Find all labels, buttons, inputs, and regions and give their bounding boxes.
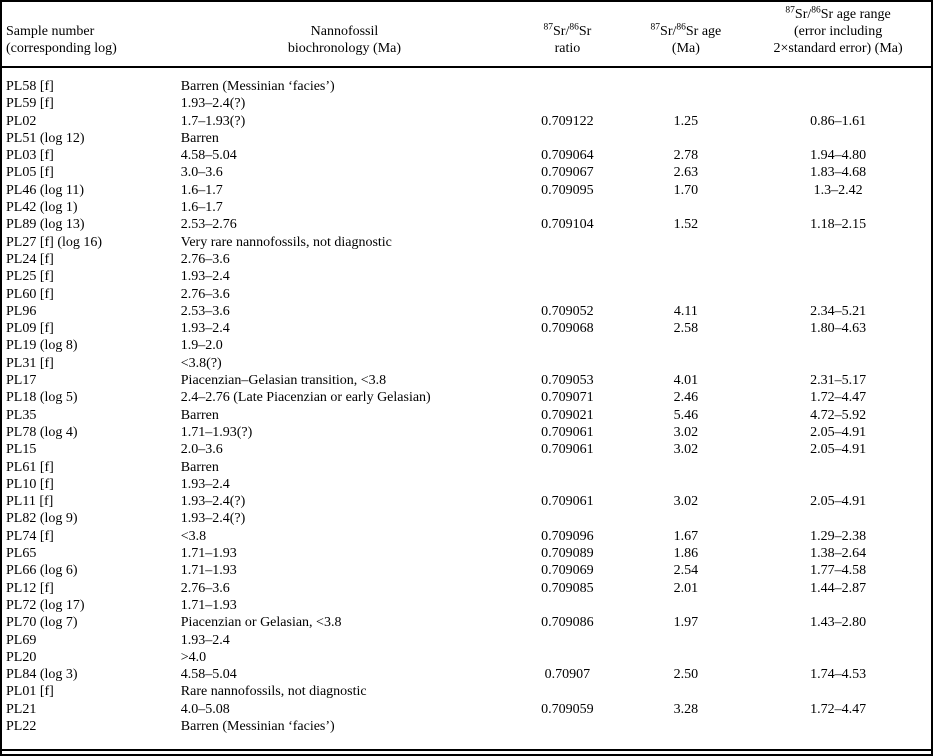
cell-sr-ratio: 0.709059 bbox=[541, 701, 594, 717]
cell-sr-ratio bbox=[508, 268, 627, 285]
cell-sr-age: 2.01 bbox=[673, 580, 699, 596]
cell-biochronology: 4.0–5.08 bbox=[180, 701, 230, 717]
cell-sample-number: PL58 [f] bbox=[6, 79, 54, 94]
cell-biochronology: Rare nannofossils, not diagnostic bbox=[180, 684, 367, 700]
cell-sr-ratio: 0.709096 bbox=[541, 528, 594, 544]
cell-biochronology: 1.93–2.4 bbox=[180, 269, 230, 285]
cell-sr-age bbox=[627, 476, 746, 493]
table-row bbox=[2, 459, 931, 476]
cell-sr-ratio: 0.709067 bbox=[541, 165, 594, 181]
table-row bbox=[2, 493, 931, 510]
cell-sr-age: 1.67 bbox=[673, 528, 699, 544]
cell-sample-number: PL18 (log 5) bbox=[6, 390, 78, 406]
cell-sr-age bbox=[627, 459, 746, 476]
cell-sample-number: PL27 [f] (log 16) bbox=[6, 234, 103, 250]
cell-biochronology: 1.93–2.4 bbox=[180, 321, 230, 337]
cell-sr-ratio: 0.709061 bbox=[541, 424, 594, 440]
cell-biochronology: 1.93–2.4(?) bbox=[180, 494, 246, 510]
cell-sr-age-range: 1.43–2.80 bbox=[810, 615, 867, 631]
cell-sr-ratio bbox=[508, 510, 627, 527]
cell-sample-number: PL22 bbox=[6, 718, 37, 734]
cell-sr-age-range bbox=[745, 597, 931, 614]
table-row bbox=[2, 216, 931, 233]
isotope-superscript: 87 bbox=[543, 22, 554, 33]
cell-sample-number: PL96 bbox=[6, 303, 37, 319]
table-row bbox=[2, 234, 931, 251]
cell-biochronology: Barren bbox=[180, 459, 219, 475]
table-row bbox=[2, 355, 931, 372]
cell-biochronology: 1.71–1.93 bbox=[180, 597, 237, 613]
table-row bbox=[2, 562, 931, 579]
cell-sample-number: PL66 (log 6) bbox=[6, 563, 78, 579]
cell-sr-ratio: 0.709069 bbox=[541, 563, 594, 579]
cell-sr-ratio bbox=[508, 130, 627, 147]
cell-sr-age-range bbox=[745, 67, 931, 95]
cell-sr-age-range: 1.77–4.58 bbox=[810, 563, 867, 579]
cell-sr-age-range bbox=[745, 632, 931, 649]
header-sr-ratio bbox=[508, 2, 627, 67]
cell-sr-age: 3.02 bbox=[673, 494, 699, 510]
header-line: 2×standard error) (Ma) bbox=[773, 41, 903, 56]
cell-sample-number: PL82 (log 9) bbox=[6, 511, 78, 527]
table-row bbox=[2, 528, 931, 545]
table-row bbox=[2, 545, 931, 562]
cell-sr-age-range bbox=[745, 510, 931, 527]
table-row bbox=[2, 113, 931, 130]
cell-sample-number: PL11 [f] bbox=[6, 494, 54, 510]
cell-sr-age: 3.28 bbox=[673, 701, 699, 717]
cell-sample-number: PL72 (log 17) bbox=[6, 597, 85, 613]
cell-sample-number: PL42 (log 1) bbox=[6, 200, 78, 216]
header-sr-age-range bbox=[745, 2, 931, 67]
table-row bbox=[2, 407, 931, 424]
cell-sr-ratio: 0.709104 bbox=[541, 217, 594, 233]
cell-sr-age-range bbox=[745, 251, 931, 268]
cell-sr-age: 2.58 bbox=[673, 321, 699, 337]
cell-sr-age-range bbox=[745, 268, 931, 285]
cell-sr-age: 2.63 bbox=[673, 165, 699, 181]
cell-biochronology: 3.0–3.6 bbox=[180, 165, 223, 181]
cell-sr-age-range bbox=[745, 476, 931, 493]
cell-sr-age: 1.52 bbox=[673, 217, 699, 233]
cell-sr-age bbox=[627, 67, 746, 95]
cell-sr-age-range: 1.3–2.42 bbox=[813, 182, 863, 198]
cell-sample-number: PL46 (log 11) bbox=[6, 182, 85, 198]
cell-sr-age bbox=[627, 337, 746, 354]
cell-sr-age: 1.25 bbox=[673, 113, 699, 129]
cell-biochronology: 2.0–3.6 bbox=[180, 442, 223, 458]
cell-sr-ratio: 0.709053 bbox=[541, 373, 594, 389]
cell-sr-ratio: 0.709095 bbox=[541, 182, 594, 198]
table-row bbox=[2, 597, 931, 614]
cell-sample-number: PL19 (log 8) bbox=[6, 338, 78, 354]
cell-sr-age bbox=[627, 130, 746, 147]
cell-sr-ratio bbox=[508, 459, 627, 476]
cell-sr-ratio bbox=[508, 718, 627, 735]
cell-sr-ratio bbox=[508, 632, 627, 649]
cell-biochronology: 1.93–2.4(?) bbox=[180, 96, 246, 112]
table-row bbox=[2, 337, 931, 354]
cell-sr-age: 3.02 bbox=[673, 442, 699, 458]
table-header bbox=[2, 2, 931, 67]
cell-sr-ratio bbox=[508, 95, 627, 112]
cell-sample-number: PL20 bbox=[6, 649, 37, 665]
table-row bbox=[2, 441, 931, 458]
table-row bbox=[2, 580, 931, 597]
table-bottom-rule bbox=[2, 749, 931, 751]
header-line: $^{87}$Sr/$^{86}$Sr bbox=[543, 22, 592, 39]
cell-sample-number: PL69 bbox=[6, 632, 37, 648]
cell-sr-age bbox=[627, 95, 746, 112]
isotope-superscript: 86 bbox=[676, 22, 686, 33]
cell-sr-age-range: 2.05–4.91 bbox=[810, 494, 867, 510]
cell-sr-ratio: 0.709021 bbox=[541, 407, 594, 423]
cell-sample-number: PL03 [f] bbox=[6, 148, 54, 164]
cell-sr-age bbox=[627, 286, 746, 303]
header-sample-number bbox=[2, 2, 181, 67]
cell-sample-number: PL59 [f] bbox=[6, 96, 54, 112]
cell-biochronology: Barren (Messinian ‘facies’) bbox=[180, 79, 335, 94]
cell-sr-age-range bbox=[745, 95, 931, 112]
cell-biochronology: 1.71–1.93(?) bbox=[180, 424, 253, 440]
header-line: Nannofossil bbox=[310, 24, 379, 39]
cell-sr-ratio bbox=[508, 286, 627, 303]
cell-sample-number: PL12 [f] bbox=[6, 580, 54, 596]
cell-sr-ratio bbox=[508, 597, 627, 614]
cell-sr-age-range: 2.34–5.21 bbox=[810, 303, 867, 319]
isotope-superscript: 87 bbox=[650, 22, 661, 33]
cell-sr-ratio bbox=[508, 355, 627, 372]
cell-biochronology: 2.53–3.6 bbox=[180, 303, 230, 319]
cell-sr-ratio: 0.709052 bbox=[541, 303, 594, 319]
cell-biochronology: 2.76–3.6 bbox=[180, 580, 230, 596]
table-row bbox=[2, 320, 931, 337]
cell-sr-age bbox=[627, 718, 746, 735]
cell-sample-number: PL61 [f] bbox=[6, 459, 54, 475]
cell-sr-ratio: 0.709068 bbox=[541, 321, 594, 337]
cell-biochronology: 2.76–3.6 bbox=[180, 286, 230, 302]
header-row bbox=[2, 2, 931, 67]
cell-sr-ratio: 0.709064 bbox=[541, 148, 594, 164]
cell-sr-ratio: 0.709089 bbox=[541, 546, 594, 562]
cell-sr-age: 1.97 bbox=[673, 615, 699, 631]
table-row bbox=[2, 683, 931, 700]
header-line: (corresponding log) bbox=[6, 41, 117, 56]
cell-biochronology: <3.8 bbox=[180, 528, 207, 544]
cell-sr-ratio: 0.70907 bbox=[544, 667, 591, 683]
table-row bbox=[2, 147, 931, 164]
cell-sr-age bbox=[627, 355, 746, 372]
cell-sr-age: 2.50 bbox=[673, 667, 699, 683]
cell-sr-age-range bbox=[745, 337, 931, 354]
header-line: Sample number bbox=[6, 24, 95, 39]
cell-biochronology: 4.58–5.04 bbox=[180, 667, 237, 683]
cell-sr-age bbox=[627, 632, 746, 649]
cell-sr-age-range bbox=[745, 234, 931, 251]
table-row bbox=[2, 666, 931, 683]
cell-biochronology: 1.71–1.93 bbox=[180, 563, 237, 579]
table-row bbox=[2, 268, 931, 285]
cell-sample-number: PL65 bbox=[6, 546, 37, 562]
cell-sr-age-range: 4.72–5.92 bbox=[810, 407, 867, 423]
cell-sr-ratio bbox=[508, 649, 627, 666]
table-body bbox=[2, 67, 931, 735]
cell-sr-ratio bbox=[508, 683, 627, 700]
table-row bbox=[2, 649, 931, 666]
table-row bbox=[2, 199, 931, 216]
cell-sr-age-range bbox=[745, 286, 931, 303]
cell-sr-age-range: 1.94–4.80 bbox=[810, 148, 867, 164]
cell-sample-number: PL24 [f] bbox=[6, 251, 54, 267]
cell-sr-age-range bbox=[745, 718, 931, 735]
cell-sr-ratio: 0.709061 bbox=[541, 494, 594, 510]
cell-sample-number: PL21 bbox=[6, 701, 37, 717]
table-row bbox=[2, 303, 931, 320]
cell-sr-age-range: 2.31–5.17 bbox=[810, 373, 867, 389]
cell-biochronology: 4.58–5.04 bbox=[180, 148, 237, 164]
cell-sr-age: 4.01 bbox=[673, 373, 699, 389]
table-row bbox=[2, 130, 931, 147]
cell-sr-age-range: 1.74–4.53 bbox=[810, 667, 867, 683]
isotope-superscript: 86 bbox=[569, 22, 579, 33]
table-row bbox=[2, 251, 931, 268]
cell-sr-age-range bbox=[745, 355, 931, 372]
cell-sr-age bbox=[627, 268, 746, 285]
cell-biochronology: 1.71–1.93 bbox=[180, 546, 237, 562]
header-line: biochronology (Ma) bbox=[287, 41, 402, 56]
cell-sr-age bbox=[627, 251, 746, 268]
table-row bbox=[2, 372, 931, 389]
cell-sr-age bbox=[627, 199, 746, 216]
cell-sr-age-range: 1.29–2.38 bbox=[810, 528, 867, 544]
cell-sr-age bbox=[627, 234, 746, 251]
cell-sr-age: 4.11 bbox=[673, 303, 698, 319]
cell-sample-number: PL09 [f] bbox=[6, 321, 54, 337]
cell-sr-age-range bbox=[745, 130, 931, 147]
table-row bbox=[2, 95, 931, 112]
cell-sr-ratio bbox=[508, 476, 627, 493]
cell-sr-age-range: 0.86–1.61 bbox=[810, 113, 867, 129]
cell-sr-age-range: 1.18–2.15 bbox=[810, 217, 867, 233]
header-nannofossil-biochronology bbox=[181, 2, 508, 67]
cell-sample-number: PL70 (log 7) bbox=[6, 615, 78, 631]
cell-sr-age bbox=[627, 683, 746, 700]
cell-biochronology: 1.93–2.4 bbox=[180, 632, 230, 648]
table-row bbox=[2, 67, 931, 95]
header-sr-age bbox=[627, 2, 746, 67]
cell-sample-number: PL74 [f] bbox=[6, 528, 54, 544]
cell-sample-number: PL25 [f] bbox=[6, 269, 54, 285]
cell-sr-age: 5.46 bbox=[673, 407, 699, 423]
header-line: (Ma) bbox=[671, 41, 700, 56]
cell-biochronology: Piacenzian–Gelasian transition, <3.8 bbox=[180, 373, 387, 389]
isotope-superscript: 86 bbox=[811, 5, 821, 16]
table-row bbox=[2, 286, 931, 303]
header-line: (error including bbox=[793, 24, 883, 39]
cell-sample-number: PL02 bbox=[6, 113, 37, 129]
cell-sample-number: PL35 bbox=[6, 407, 37, 423]
table-row bbox=[2, 632, 931, 649]
cell-sr-age: 1.86 bbox=[673, 546, 699, 562]
cell-sr-age-range: 1.80–4.63 bbox=[810, 321, 867, 337]
cell-sr-age-range bbox=[745, 683, 931, 700]
cell-sample-number: PL31 [f] bbox=[6, 355, 54, 371]
cell-sr-age bbox=[627, 597, 746, 614]
cell-sr-age: 3.02 bbox=[673, 424, 699, 440]
cell-sr-ratio: 0.709061 bbox=[541, 442, 594, 458]
cell-sr-age-range: 1.38–2.64 bbox=[810, 546, 867, 562]
cell-sample-number: PL60 [f] bbox=[6, 286, 54, 302]
cell-sr-ratio: 0.709086 bbox=[541, 615, 594, 631]
cell-sample-number: PL51 (log 12) bbox=[6, 130, 85, 146]
table-row bbox=[2, 510, 931, 527]
cell-biochronology: 1.6–1.7 bbox=[180, 182, 223, 198]
cell-biochronology: 1.93–2.4(?) bbox=[180, 511, 246, 527]
table-row bbox=[2, 718, 931, 735]
cell-biochronology: 2.4–2.76 (Late Piacenzian or early Gelasian) bbox=[180, 390, 431, 406]
cell-biochronology: 1.9–2.0 bbox=[180, 338, 223, 354]
cell-sr-age: 2.46 bbox=[673, 390, 699, 406]
cell-sr-age-range: 2.05–4.91 bbox=[810, 442, 867, 458]
cell-sr-age-range: 1.72–4.47 bbox=[810, 701, 867, 717]
cell-sample-number: PL10 [f] bbox=[6, 476, 54, 492]
sr-isotope-table bbox=[2, 2, 931, 735]
cell-biochronology: Barren bbox=[180, 130, 219, 146]
cell-sr-age bbox=[627, 649, 746, 666]
cell-sr-age-range: 1.83–4.68 bbox=[810, 165, 867, 181]
cell-sr-age-range bbox=[745, 649, 931, 666]
cell-sr-ratio bbox=[508, 199, 627, 216]
header-line: $^{87}$Sr/$^{86}$Sr age bbox=[650, 22, 722, 39]
cell-biochronology: >4.0 bbox=[180, 649, 207, 665]
table-row bbox=[2, 182, 931, 199]
cell-sr-ratio: 0.709085 bbox=[541, 580, 594, 596]
cell-sample-number: PL05 [f] bbox=[6, 165, 54, 181]
cell-biochronology: 1.93–2.4 bbox=[180, 476, 230, 492]
header-line: $^{87}$Sr/$^{86}$Sr age range bbox=[785, 5, 891, 22]
cell-sr-age-range bbox=[745, 199, 931, 216]
cell-biochronology: Barren bbox=[180, 407, 219, 423]
cell-sr-age: 2.78 bbox=[673, 148, 699, 164]
cell-sample-number: PL15 bbox=[6, 442, 37, 458]
cell-sr-age-range: 2.05–4.91 bbox=[810, 424, 867, 440]
cell-sr-age-range: 1.44–2.87 bbox=[810, 580, 867, 596]
cell-biochronology: Very rare nannofossils, not diagnostic bbox=[180, 234, 392, 250]
cell-biochronology: 2.76–3.6 bbox=[180, 251, 230, 267]
cell-sample-number: PL84 (log 3) bbox=[6, 667, 78, 683]
table-row bbox=[2, 389, 931, 406]
cell-sr-age-range bbox=[745, 459, 931, 476]
cell-sr-ratio bbox=[508, 234, 627, 251]
cell-sr-ratio bbox=[508, 67, 627, 95]
table-row bbox=[2, 614, 931, 631]
table-row bbox=[2, 476, 931, 493]
table-row bbox=[2, 424, 931, 441]
cell-sr-ratio: 0.709071 bbox=[541, 390, 594, 406]
cell-sr-age: 2.54 bbox=[673, 563, 699, 579]
table-row bbox=[2, 164, 931, 181]
cell-biochronology: <3.8(?) bbox=[180, 355, 222, 371]
cell-sr-ratio: 0.709122 bbox=[541, 113, 594, 129]
cell-biochronology: 1.6–1.7 bbox=[180, 200, 223, 216]
cell-biochronology: 1.7–1.93(?) bbox=[180, 113, 246, 129]
table-row bbox=[2, 701, 931, 718]
cell-sample-number: PL78 (log 4) bbox=[6, 424, 78, 440]
cell-biochronology: Barren (Messinian ‘facies’) bbox=[180, 718, 335, 734]
cell-sample-number: PL89 (log 13) bbox=[6, 217, 85, 233]
cell-sr-age: 1.70 bbox=[673, 182, 699, 198]
cell-biochronology: 2.53–2.76 bbox=[180, 217, 237, 233]
cell-sr-ratio bbox=[508, 251, 627, 268]
cell-sample-number: PL17 bbox=[6, 373, 37, 389]
cell-sample-number: PL01 [f] bbox=[6, 684, 54, 700]
cell-sr-ratio bbox=[508, 337, 627, 354]
cell-sr-age bbox=[627, 510, 746, 527]
header-line: ratio bbox=[554, 41, 581, 56]
cell-biochronology: Piacenzian or Gelasian, <3.8 bbox=[180, 615, 342, 631]
cell-sr-age-range: 1.72–4.47 bbox=[810, 390, 867, 406]
isotope-superscript: 87 bbox=[785, 5, 795, 16]
